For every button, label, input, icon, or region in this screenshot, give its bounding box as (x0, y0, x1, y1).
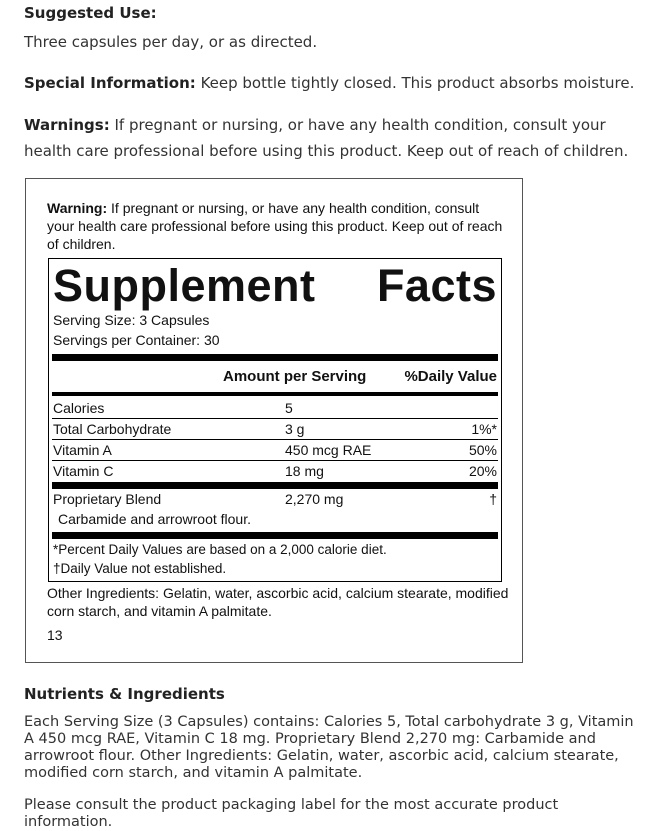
special-information-heading: Special Information: (24, 74, 196, 92)
nutrient-name: Vitamin C (53, 463, 114, 479)
facts-divider-thick (52, 532, 498, 539)
nutrient-dv: 1%* (471, 421, 497, 437)
serving-size: Serving Size: 3 Capsules (53, 312, 210, 328)
nutrient-name: Vitamin A (53, 442, 112, 458)
nutrient-name: Calories (53, 400, 105, 416)
title-supplement: Supplement (53, 260, 316, 311)
warnings (24, 112, 644, 164)
title-facts: Facts (376, 260, 497, 311)
label-code: 13 (47, 627, 63, 643)
nutrients-text: Each Serving Size (3 Capsules) contains: Calories 5, Total carbohydrate 3 g, Vitamin A 450 mcg RAE, Vitamin C 18 mg. Proprietary Blend 2,270 mg: Carbamide and arrowroot flour. Other Ingredients: Gelatin, water, ascorbic acid, calcium stearate, modified corn starch, and vitamin A palmitate. (24, 714, 634, 781)
product-label-image (25, 178, 523, 663)
footnote-not-established: †Daily Value not established. (53, 561, 227, 576)
nutrients-heading-wrap (24, 681, 644, 707)
packaging-disclaimer: Please consult the product packaging label for the most accurate product information. (24, 797, 559, 830)
amount-per-serving-header: Amount per Serving (223, 368, 367, 385)
label-warning-heading: Warning: (47, 200, 108, 216)
supplement-facts-title (53, 261, 497, 311)
suggested-use-text: Three capsules per day, or as directed. (24, 33, 318, 51)
warnings-text: If pregnant or nursing, or have any health condition, consult your health care professional before using this product. Keep out of reach of children. (24, 116, 629, 160)
nutrient-amount: 18 mg (285, 463, 324, 479)
facts-divider-thick (52, 482, 498, 489)
servings-per-container: Servings per Container: 30 (53, 332, 220, 348)
other-ingredients: Other Ingredients: Gelatin, water, ascorbic acid, calcium stearate, modified corn starch, and vitamin A palmitate. (47, 585, 509, 619)
nutrient-amount: 450 mcg RAE (285, 442, 372, 458)
suggested-use-title: Suggested Use: (24, 4, 157, 22)
facts-divider-thick (52, 354, 498, 361)
suggested-use-heading (24, 0, 644, 26)
label-warning-text: If pregnant or nursing, or have any health condition, consult your health care professional before using this product. Keep out of reach of children. (47, 200, 503, 252)
nutrient-dv: 20% (468, 463, 497, 479)
nutrient-row (53, 440, 497, 460)
nutrients-heading: Nutrients & Ingredients (24, 685, 225, 703)
nutrient-dv: 50% (468, 442, 497, 458)
nutrient-amount: 5 (285, 400, 293, 416)
blend-dv: † (489, 491, 497, 507)
label-warning (47, 199, 507, 253)
nutrient-name: Total Carbohydrate (53, 421, 172, 437)
footnote-daily-values: *Percent Daily Values are based on a 2,000 calorie diet. (53, 542, 387, 557)
blend-amount: 2,270 mg (285, 491, 344, 507)
supplement-facts-panel (48, 258, 502, 582)
nutrient-row (53, 461, 497, 481)
special-information-text: Keep bottle tightly closed. This product absorbs moisture. (200, 74, 635, 92)
warnings-heading: Warnings: (24, 116, 110, 134)
nutrient-amount: 3 g (285, 421, 305, 437)
facts-divider-medium (52, 392, 498, 396)
proprietary-blend-row (53, 489, 497, 509)
blend-ingredients: Carbamide and arrowroot flour. (58, 511, 251, 527)
nutrient-row (53, 419, 497, 439)
blend-name: Proprietary Blend (53, 491, 162, 507)
daily-value-header: %Daily Value (404, 368, 497, 385)
nutrient-row (53, 398, 497, 418)
special-information (24, 70, 644, 96)
